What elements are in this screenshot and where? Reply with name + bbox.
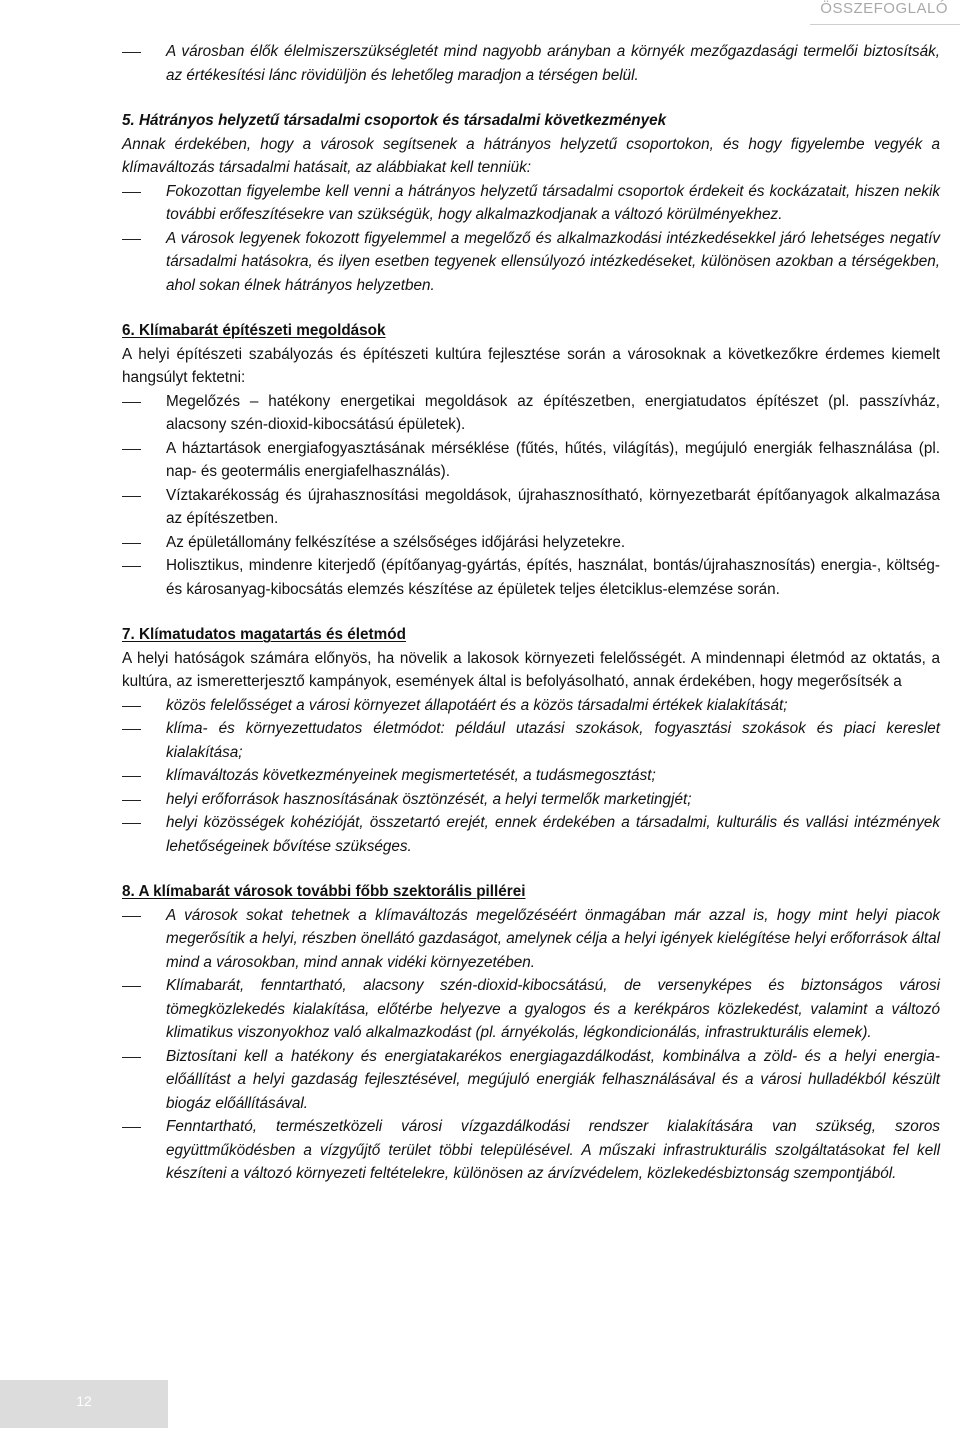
bullet-text: Fenntartható, természetközeli városi vízgazdálkodási rendszer kialakítására van szükség, szoros együttműködésben a vízgyűjtő terület többi településével. A műszaki infrastrukturális szolgáltatásokat fel kell készíteni a változó környezeti feltételekre, különösen az árvízvédelem, közlekedésbiztonság szempontjából. (166, 1118, 940, 1182)
section6-bullet (122, 554, 940, 601)
dash-bullet-icon (122, 729, 141, 730)
dash-bullet-icon (122, 823, 141, 824)
dash-bullet-icon (122, 706, 141, 707)
page-number-box (0, 1380, 168, 1428)
bullet-text: helyi erőforrások hasznosításának ösztönzését, a helyi termelők marketingjét; (166, 790, 692, 808)
section5-bullet (122, 180, 940, 227)
dash-bullet-icon (122, 543, 141, 544)
page-content (122, 40, 940, 1186)
section6-bullet (122, 484, 940, 531)
section6-heading: 6. Klímabarát építészeti megoldások (122, 322, 386, 339)
bullet-text: A városban élők élelmiszerszükségletét mind nagyobb arányban a környék mezőgazdasági termelői biztosítsák, az értékesítési lánc rövidüljön és lehetőleg maradjon a térségen belül. (166, 43, 940, 84)
bullet-text: A háztartások energiafogyasztásának mérséklése (fűtés, hűtés, világítás), megújuló energiák felhasználása (pl. nap- és geotermális energiafelhasználás). (166, 439, 940, 480)
dash-bullet-icon (122, 192, 141, 193)
dash-bullet-icon (122, 449, 141, 450)
bullet-text: Biztosítani kell a hatékony és energiatakarékos energiagazdálkodást, kombinálva a zöld- és a helyi energia-előállítást a helyi gazdaság fejlesztésével, megújuló energiák felhasználásával és a városi hulladékból készült biogáz előállításával. (166, 1047, 940, 1112)
bullet-text: A városok sokat tehetnek a klímaváltozás megelőzéséért önmagában már azzal is, hogy mint helyi piacok megerősítik a helyi, részben önellátó gazdaságot, amelynek célja a helyi igények kielégítése helyi erőforrások által mind a városokban, mind annak vidéki környezetében. (166, 906, 940, 971)
section7-bullet (122, 788, 940, 812)
section7-bullet (122, 764, 940, 788)
bullet-text: klímaváltozás következményeinek megismertetését, a tudásmegosztást; (166, 767, 656, 784)
running-header (810, 0, 960, 25)
dash-bullet-icon (122, 776, 141, 777)
bullet-text: helyi közösségek kohézióját, összetartó erejét, ennek érdekében a társadalmi, kulturális és vallási intézmények lehetőségeinek bővítése szükséges. (166, 814, 940, 855)
bullet-text: Víztakarékosság és újrahasznosítási megoldások, újrahasznosítható, környezetbarát építőanyagok alkalmazása az építészetben. (166, 486, 940, 527)
section7-bullet (122, 694, 940, 718)
section7-heading: 7. Klímatudatos magatartás és életmód (122, 626, 406, 643)
section7-intro: A helyi hatóságok számára előnyös, ha növelik a lakosok környezeti felelősségét. A mindennapi életmód az oktatás, a kultúra, az ismeretterjesztő kampányok, események által is befolyásolható, annak érdekében, hogy megerősítsék a (122, 649, 940, 690)
bullet-text: Holisztikus, mindenre kiterjedő (építőanyag-gyártás, építés, használat, bontás/újrahasznosítás) energia-, költség- és károsanyag-kibocsátás elemzés készítése az épületek teljes életciklus-elemzése során. (166, 557, 940, 598)
section5-heading: 5. Hátrányos helyzetű társadalmi csoportok és társadalmi következmények (122, 112, 667, 129)
dash-bullet-icon (122, 916, 141, 917)
section8-bullet (122, 1045, 940, 1116)
dash-bullet-icon (122, 566, 141, 567)
section8-bullet (122, 1115, 940, 1186)
section6-bullet (122, 531, 940, 555)
dash-bullet-icon (122, 52, 141, 53)
dash-bullet-icon (122, 1057, 141, 1058)
bullet-text: Megelőzés – hatékony energetikai megoldások az építészetben, energiatudatos építészet (pl. passzívház, alacsony szén-dioxid-kibocsátású épületek). (166, 392, 940, 433)
bullet-text: klíma- és környezettudatos életmódot: például utazási szokások, fogyasztási szokások és piaci kereslet kialakítása; (166, 720, 940, 761)
bullet-text: Klímabarát, fenntartható, alacsony szén-dioxid-kibocsátású, de versenyképes és biztonságos városi tömegközlekedés kialakítása, előtérbe helyezve a gyalogos és a kerékpáros közlekedést, valamint a változó klimatikus viszonyokhoz való alkalmazkodást (pl. árnyékolás, légkondicionálás, infrastrukturális elemek). (166, 977, 940, 1041)
dash-bullet-icon (122, 239, 141, 240)
bullet-text: Az épületállomány felkészítése a szélsőséges időjárási helyzetekre. (166, 533, 626, 551)
bullet-text: közös felelősséget a városi környezet állapotáért és a közös társadalmi értékek kialakítását; (166, 696, 788, 714)
section7-bullet (122, 717, 940, 764)
section6-bullet (122, 437, 940, 484)
section7-bullet (122, 811, 940, 858)
section5-bullet (122, 227, 940, 298)
section8-bullet (122, 974, 940, 1045)
section8-bullet (122, 904, 940, 975)
dash-bullet-icon (122, 496, 141, 497)
section6-intro: A helyi építészeti szabályozás és építészeti kultúra fejlesztése során a városoknak a következőkre érdemes kiemelt hangsúlyt fektetni: (122, 345, 940, 386)
dash-bullet-icon (122, 402, 141, 403)
section5-intro: Annak érdekében, hogy a városok segítsenek a hátrányos helyzetű csoportokon, és hogy figyelembe vegyék a klímaváltozás társadalmi hatásait, az alábbiakat kell tenniük: (122, 135, 940, 176)
bullet-text: A városok legyenek fokozott figyelemmel a megelőző és alkalmazkodási intézkedésekkel járó lehetséges negatív társadalmi hatásokra, és ilyen esetben tegyenek ellensúlyozó intézkedéseket, különösen azokban a térségekben, ahol sokan élnek hátrányos helyzetben. (166, 229, 940, 294)
page-number: 12 (76, 1393, 92, 1409)
section6-bullet (122, 390, 940, 437)
section8-heading: 8. A klímabarát városok további főbb szektorális pillérei (122, 883, 526, 900)
bullet-text: Fokozottan figyelembe kell venni a hátrányos helyzetű társadalmi csoportok érdekeit és kockázatait, hiszen nekik további erőfeszítésekre van szükségük, hogy alkalmazkodjanak a változó körülményekhez. (166, 182, 940, 223)
dash-bullet-icon (122, 800, 141, 801)
header-title: ÖSSZEFOGLALÓ (820, 0, 948, 17)
dash-bullet-icon (122, 986, 141, 987)
intro-bullet (122, 40, 940, 87)
dash-bullet-icon (122, 1127, 141, 1128)
